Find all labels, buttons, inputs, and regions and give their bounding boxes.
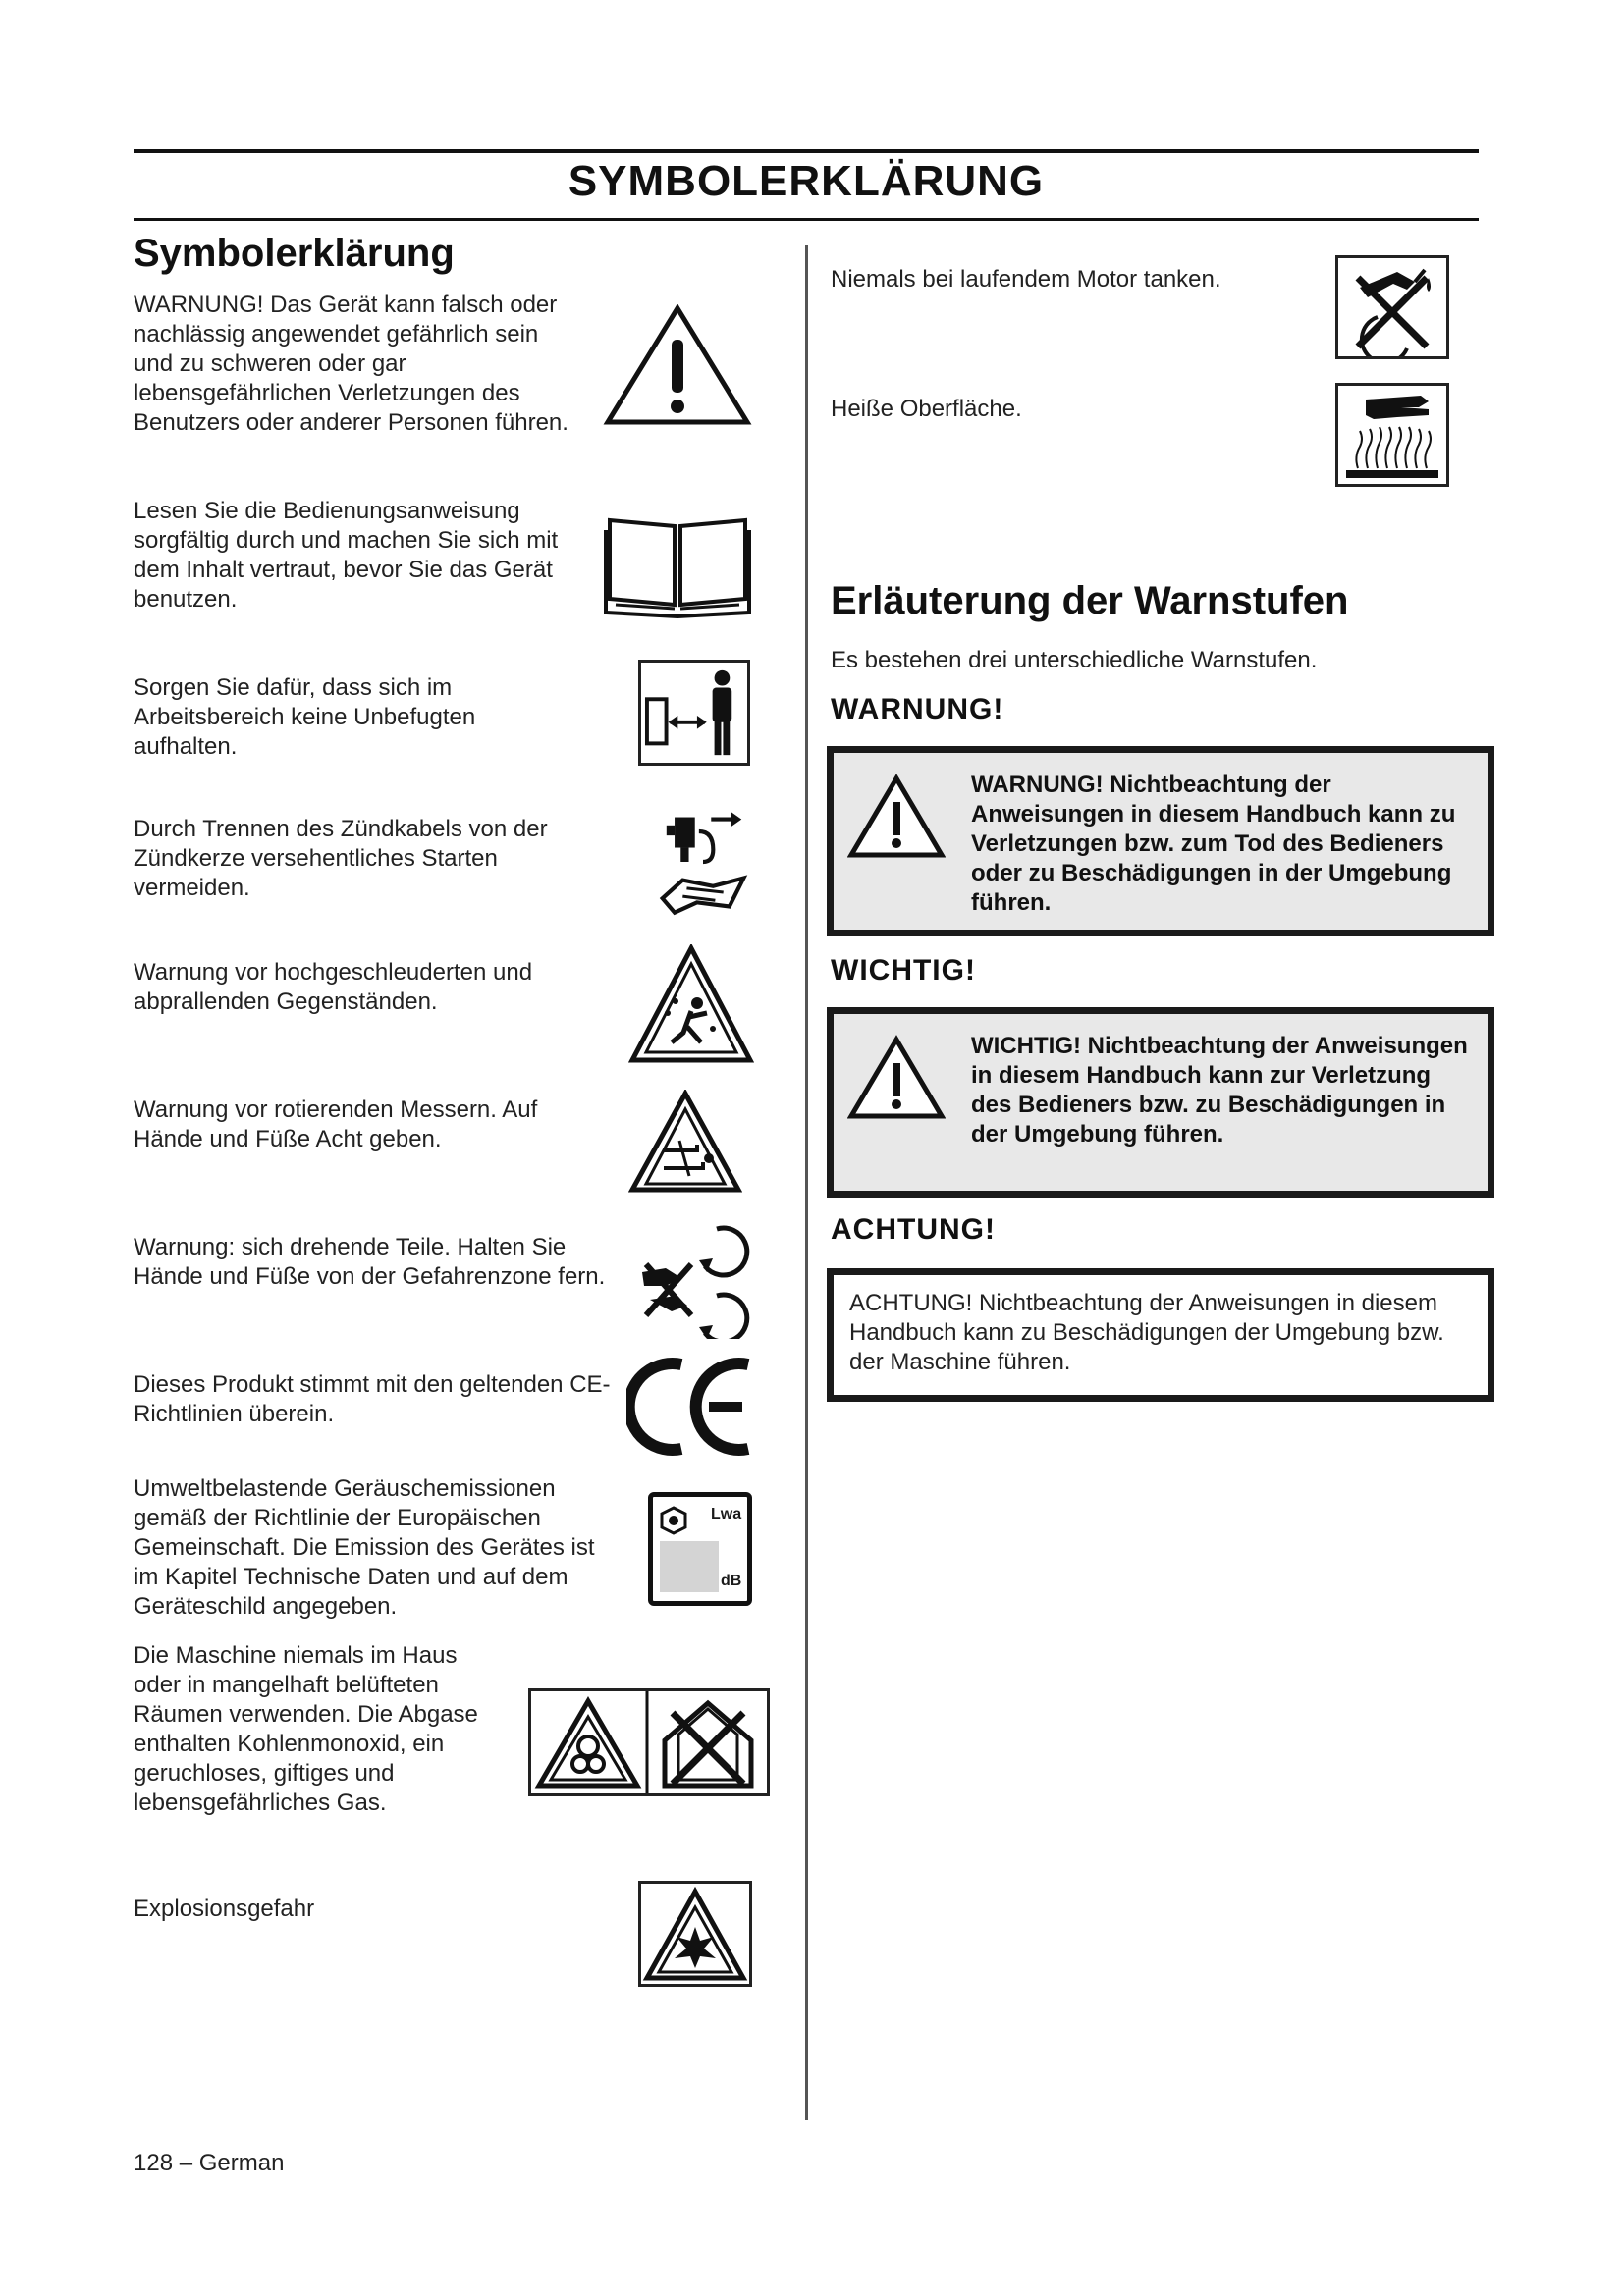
column-divider: [805, 245, 808, 2120]
note-box-achtung: [827, 1268, 1494, 1402]
warning-box-text: WARNUNG! Nichtbeachtung der Anweisungen in diesem Handbuch kann zu Verletzungen bzw. zum Tod des Bedieners oder zu Beschädigungen in der Umgebung führen.: [971, 772, 1456, 916]
warning-box-wichtig: [827, 1007, 1494, 1198]
symbol-text-ce: Dieses Produkt stimmt mit den geltenden CE-Richtlinien überein.: [134, 1371, 611, 1427]
symbol-text-warning: WARNUNG! Das Gerät kann falsch oder nachlässig angewendet gefährlich sein und zu schweren oder gar lebensgefährlichen Verletzungen des Benutzers oder anderer Personen führen.: [134, 292, 568, 436]
symbol-text-hot-surface: Heiße Oberfläche.: [831, 396, 1022, 422]
noise-emission-icon: [648, 1492, 752, 1606]
symbol-text-rotating-blades: Warnung vor rotierenden Messern. Auf Hände und Füße Acht geben.: [134, 1096, 538, 1152]
section-heading-warning-levels: Erläuterung der Warnstufen: [831, 579, 1349, 622]
page-banner: SYMBOLERKLÄRUNG: [568, 157, 1045, 205]
symbol-text-thrown-objects: Warnung vor hochgeschleuderten und abprallenden Gegenständen.: [134, 959, 533, 1015]
open-book-icon: [603, 510, 752, 620]
symbol-text-noise: Umweltbelastende Geräuschemissionen gemäß der Richtlinie der Europäischen Gemeinschaft. Die Emission des Gerätes ist im Kapitel Technische Daten und auf dem Geräteschild angegeben.: [134, 1475, 595, 1620]
symbol-text-no-refuel: Niemals bei laufendem Motor tanken.: [831, 266, 1221, 293]
symbol-text-rotating-parts: Warnung: sich drehende Teile. Halten Sie Hände und Füße von der Gefahrenzone fern.: [134, 1234, 606, 1290]
warning-box-text: WICHTIG! Nichtbeachtung der Anweisungen in diesem Handbuch kann zur Verletzung des Bedieners bzw. zu Beschädigungen in der Umgebung führen.: [971, 1033, 1468, 1148]
warning-levels-intro: Es bestehen drei unterschiedliche Warnstufen.: [831, 647, 1318, 673]
spark-plug-icon: [652, 801, 754, 923]
symbol-text-explosion: Explosionsgefahr: [134, 1896, 315, 1922]
note-box-text: ACHTUNG! Nichtbeachtung der Anweisungen in diesem Handbuch kann zu Beschädigungen der Umgebung bzw. der Maschine führen.: [849, 1290, 1444, 1375]
warning-box-warnung: [827, 746, 1494, 936]
rotating-blades-icon: [628, 1090, 742, 1196]
level-title-warnung: WARNUNG!: [831, 693, 1004, 725]
section-heading-symbols: Symbolerklärung: [134, 232, 455, 275]
symbol-text-manual: Lesen Sie die Bedienungsanweisung sorgfältig durch und machen Sie sich mit dem Inhalt vertraut, bevor Sie das Gerät benutzen.: [134, 498, 559, 613]
warning-triangle-icon: [847, 773, 946, 861]
carbon-monoxide-icon: [528, 1688, 770, 1796]
rotating-parts-icon: [636, 1221, 750, 1339]
level-title-wichtig: WICHTIG!: [831, 954, 976, 987]
hot-surface-icon: [1335, 383, 1449, 487]
ce-mark-icon: [626, 1355, 756, 1459]
page-footer: 128 – German: [134, 2150, 285, 2176]
safety-distance-icon: [638, 660, 750, 766]
level-title-achtung: ACHTUNG!: [831, 1213, 996, 1246]
explosion-icon: [638, 1881, 752, 1987]
noise-label-db: dB: [721, 1573, 742, 1589]
warning-triangle-icon: [603, 304, 752, 426]
warning-triangle-icon: [847, 1034, 946, 1122]
thrown-objects-icon: [628, 944, 754, 1066]
symbol-text-spark-plug: Durch Trennen des Zündkabels von der Zündkerze versehentliches Starten vermeiden.: [134, 816, 548, 901]
top-rule: [134, 149, 1479, 153]
symbol-text-bystanders: Sorgen Sie dafür, dass sich im Arbeitsbereich keine Unbefugten aufhalten.: [134, 674, 476, 760]
symbol-text-carbon-monoxide: Die Maschine niemals im Haus oder in mangelhaft belüfteten Räumen verwenden. Die Abgase enthalten Kohlenmonoxid, ein geruchloses, giftiges und lebensgefährliches Gas.: [134, 1642, 478, 1816]
noise-label-lwa: Lwa: [711, 1506, 742, 1522]
banner-underline: [134, 218, 1479, 221]
no-refuel-icon: [1335, 255, 1449, 359]
